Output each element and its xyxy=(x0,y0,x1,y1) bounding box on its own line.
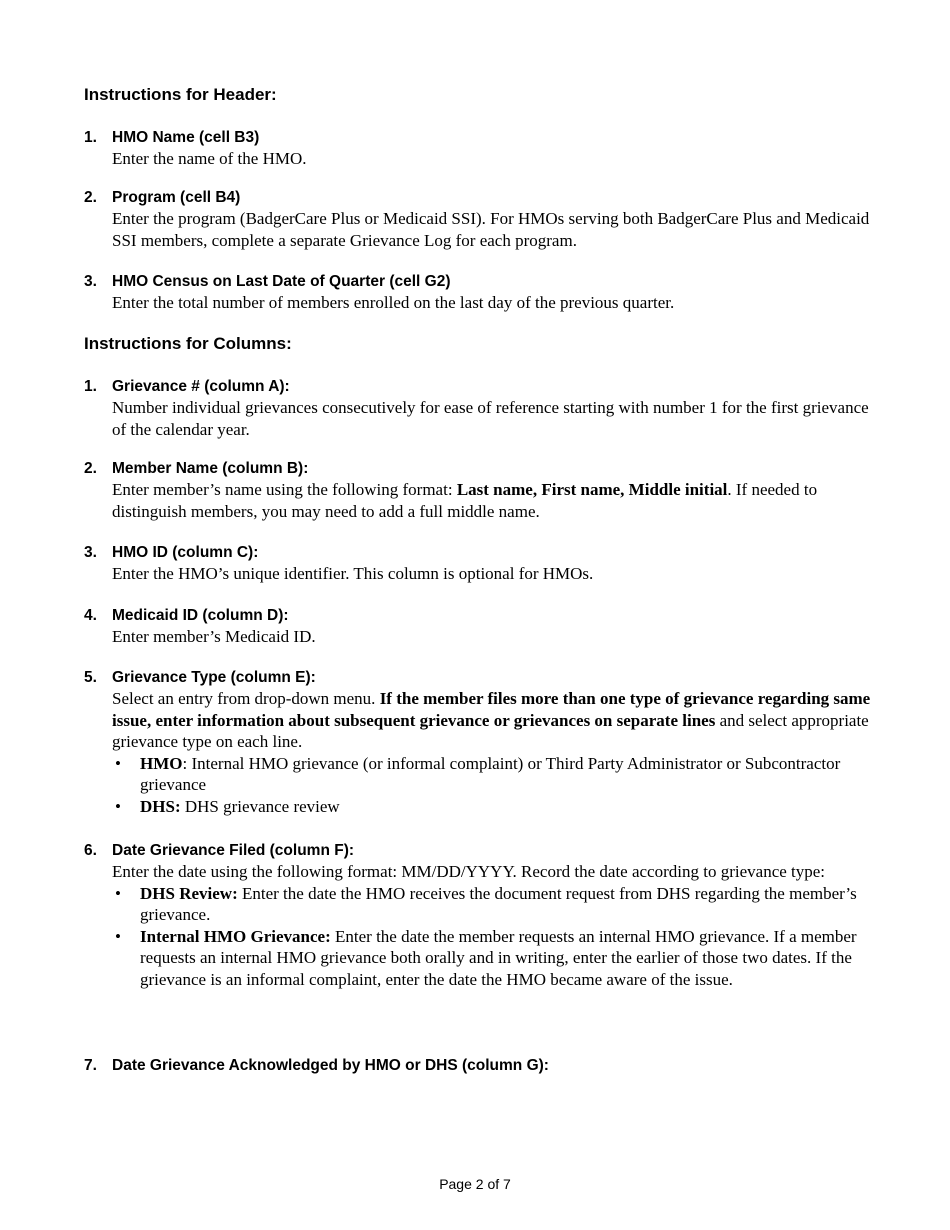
header-item-2 xyxy=(84,187,874,251)
text-part: and select appropriate grievance type on each line. xyxy=(112,710,869,751)
item-number: 5. xyxy=(84,669,97,686)
item-heading: HMO Name (cell B3) xyxy=(112,129,260,146)
item-number: 2. xyxy=(84,189,97,206)
header-item-1 xyxy=(84,127,874,170)
text-part: Enter member’s name using the following format: xyxy=(112,480,457,499)
bullet-bold: Internal HMO Grievance: xyxy=(140,926,331,946)
item-heading: Date Grievance Acknowledged by HMO or DHS (column G): xyxy=(112,1057,549,1074)
item-number: 7. xyxy=(84,1057,97,1074)
bold-instruction: If the member files more than one type of grievance regarding same issue, enter information about subsequent grievance or grievances on separate lines xyxy=(112,689,871,730)
name-format-bold: Last name, First name, Middle initial xyxy=(456,480,728,499)
bullet-item xyxy=(112,796,874,818)
text-part: Select an entry from drop-down menu. xyxy=(112,689,380,708)
column-item-5 xyxy=(84,667,874,817)
bullet-item xyxy=(112,926,874,991)
bullet-bold: HMO xyxy=(140,753,183,773)
item-heading: Member Name (column B): xyxy=(112,460,309,477)
bullet-list xyxy=(112,753,874,818)
header-item-3 xyxy=(84,271,874,314)
text-part: . If needed to distinguish members, you may need to add a full middle name. xyxy=(112,480,818,521)
item-number: 1. xyxy=(84,378,97,395)
item-text xyxy=(112,688,874,753)
item-heading: HMO Census on Last Date of Quarter (cell G2) xyxy=(112,273,451,290)
bullet-bold: DHS Review: xyxy=(140,883,238,903)
item-heading: Program (cell B4) xyxy=(112,189,241,206)
item-heading: Date Grievance Filed (column F): xyxy=(112,842,355,859)
item-number: 3. xyxy=(84,273,97,290)
item-text: Enter the date using the following format: MM/DD/YYYY. Record the date according to grievance type: xyxy=(112,862,826,881)
bullet-text: : Internal HMO grievance (or informal complaint) or Third Party Administrator or Subcontractor grievance xyxy=(140,753,841,794)
header-instructions-title: Instructions for Header: xyxy=(84,85,277,104)
bullet-text: DHS grievance review xyxy=(180,796,340,816)
item-heading: Grievance # (column A): xyxy=(112,378,290,395)
column-item-2 xyxy=(84,458,874,522)
bullet-icon: • xyxy=(115,753,121,773)
item-number: 6. xyxy=(84,842,97,859)
item-text: Enter the HMO’s unique identifier. This column is optional for HMOs. xyxy=(112,564,594,583)
item-text: Enter the total number of members enrolled on the last day of the previous quarter. xyxy=(112,293,675,312)
item-number: 1. xyxy=(84,129,97,146)
bullet-item xyxy=(112,753,874,796)
item-number: 4. xyxy=(84,607,97,624)
item-text: Enter member’s Medicaid ID. xyxy=(112,627,316,646)
item-heading: Medicaid ID (column D): xyxy=(112,607,289,624)
item-heading: Grievance Type (column E): xyxy=(112,669,316,686)
item-heading: HMO ID (column C): xyxy=(112,544,259,561)
item-text: Number individual grievances consecutively for ease of reference starting with number 1 for the first grievance of the calendar year. xyxy=(112,398,869,439)
bullet-item xyxy=(112,883,874,926)
page-number: Page 2 of 7 xyxy=(439,1176,511,1192)
bullet-icon: • xyxy=(115,883,121,903)
column-item-1 xyxy=(84,376,874,440)
item-text xyxy=(112,479,874,522)
column-item-4 xyxy=(84,605,874,648)
bullet-bold: DHS: xyxy=(140,796,181,816)
item-text: Enter the name of the HMO. xyxy=(112,149,307,168)
columns-instructions-title: Instructions for Columns: xyxy=(84,334,292,353)
column-item-7 xyxy=(84,1055,874,1076)
item-number: 2. xyxy=(84,460,97,477)
column-item-6 xyxy=(84,840,874,990)
column-item-3 xyxy=(84,542,874,585)
bullet-icon: • xyxy=(115,926,121,946)
bullet-text: Enter the date the member requests an internal HMO grievance. If a member requests an internal HMO grievance both orally and in writing, enter the earlier of those two dates. If the grievance is an informal complaint, enter the date the HMO became aware of the issue. xyxy=(140,926,857,989)
bullet-icon: • xyxy=(115,796,121,816)
item-text: Enter the program (BadgerCare Plus or Medicaid SSI). For HMOs serving both BadgerCare Plus and Medicaid SSI members, complete a separate Grievance Log for each program. xyxy=(112,209,870,250)
bullet-text: Enter the date the HMO receives the document request from DHS regarding the member’s grievance. xyxy=(140,883,857,924)
bullet-list xyxy=(112,883,874,991)
item-number: 3. xyxy=(84,544,97,561)
